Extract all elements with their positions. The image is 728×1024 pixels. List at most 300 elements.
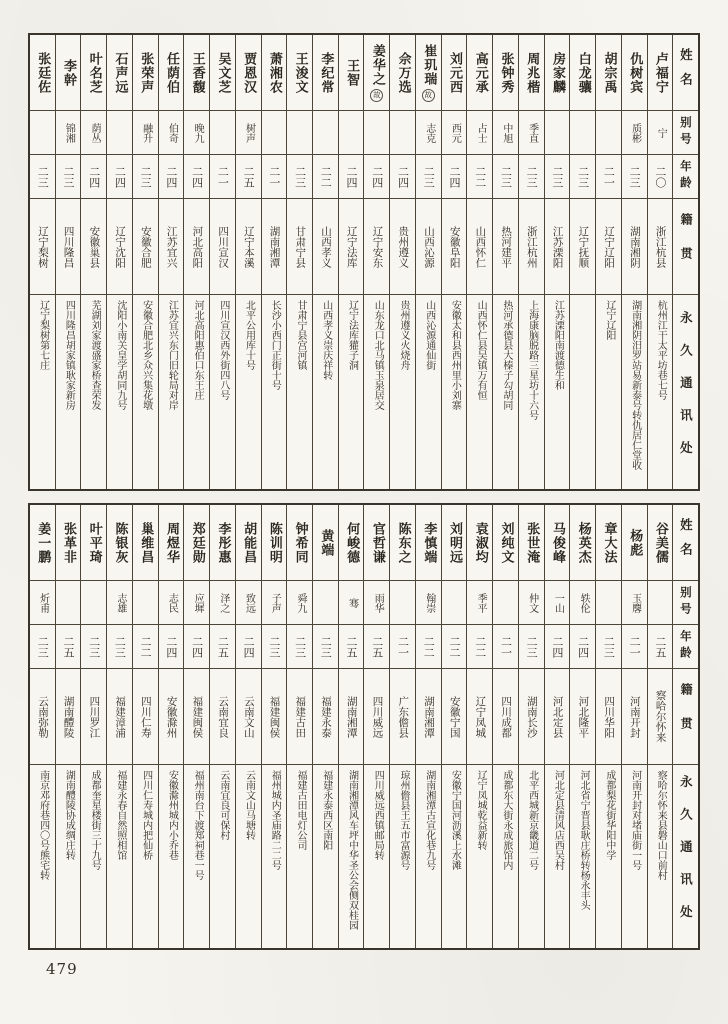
person-age: 二一 <box>262 155 287 199</box>
person-alias: 占士 <box>467 111 492 155</box>
person-column <box>30 505 55 948</box>
header-age: 年龄 <box>673 625 698 669</box>
person-column <box>518 35 544 489</box>
person-age: 二四 <box>236 625 261 669</box>
person-native-place: 云南文山 <box>236 669 261 765</box>
person-address: 甘肃宁县宫河镇 <box>295 300 307 370</box>
person-name: 白龙骧 <box>570 35 595 111</box>
person-age: 二三 <box>107 625 132 669</box>
person-alias: 西元 <box>442 111 467 155</box>
person-age: 二二 <box>416 625 441 669</box>
person-column <box>363 35 389 489</box>
person-name: 李慎端 <box>416 505 441 581</box>
person-native-place: 湖南湘阴 <box>622 199 647 295</box>
person-age: 二二 <box>313 155 338 199</box>
person-native-place: 湖南醴陵 <box>56 669 81 765</box>
person-alias: 骞 <box>339 581 364 625</box>
person-column <box>55 35 81 489</box>
directory-table-top <box>28 33 700 491</box>
person-name: 何峻德 <box>339 505 364 581</box>
person-name: 陈银灰 <box>107 505 132 581</box>
person-column <box>158 505 184 948</box>
person-age: 二三 <box>81 625 106 669</box>
person-age: 二五 <box>364 625 389 669</box>
person-address: 长沙小西门正街十号 <box>269 300 281 390</box>
person-column <box>158 35 184 489</box>
person-address: 山西孝义崇庆祥转 <box>320 300 332 380</box>
person-age: 二一 <box>390 625 415 669</box>
person-column <box>544 35 570 489</box>
person-name: 卢福宁 <box>648 35 673 111</box>
person-alias: 志雄 <box>107 581 132 625</box>
person-age: 二四 <box>184 625 209 669</box>
header-native-place: 籍贯 <box>673 669 698 765</box>
person-alias <box>596 111 621 155</box>
person-address: 河南开封对堵庙街一号 <box>629 770 641 870</box>
header-name: 姓名 <box>673 35 698 111</box>
person-column <box>595 505 621 948</box>
person-column <box>106 505 132 948</box>
person-alias: 伯奇 <box>159 111 184 155</box>
person-age: 二四 <box>339 155 364 199</box>
person-age: 二三 <box>493 155 518 199</box>
person-column <box>647 505 673 948</box>
person-age: 二〇 <box>648 155 673 199</box>
person-column <box>338 35 364 489</box>
person-column <box>183 505 209 948</box>
person-address: 安徽太和县西州里小刘寨 <box>449 300 461 410</box>
person-column <box>209 505 235 948</box>
person-address: 四川仁寿城内把仙桥 <box>140 770 152 860</box>
person-native-place: 四川成都 <box>493 669 518 765</box>
person-name: 杨彪 <box>622 505 647 581</box>
person-age: 二四 <box>545 625 570 669</box>
person-age: 二四 <box>442 155 467 199</box>
person-address: 南京邓府巷四〇号熊宅转 <box>37 770 49 880</box>
person-column <box>518 505 544 948</box>
person-native-place: 辽宁辽阳 <box>596 199 621 295</box>
person-age: 二三 <box>622 155 647 199</box>
person-alias <box>287 111 312 155</box>
person-column <box>647 35 673 489</box>
person-alias <box>339 111 364 155</box>
person-native-place: 福建漳浦 <box>107 669 132 765</box>
person-column <box>80 505 106 948</box>
person-name: 叶平琦 <box>81 505 106 581</box>
person-alias <box>570 111 595 155</box>
person-name: 章大法 <box>596 505 621 581</box>
person-address: 福建永春自然照相馆 <box>114 770 126 860</box>
person-native-place: 四川隆昌 <box>56 199 81 295</box>
person-alias: 仲文 <box>519 581 544 625</box>
person-native-place: 广东儋县 <box>390 669 415 765</box>
person-address: 湖南湘阴汨罗站易新泰号转仇居仁堂收 <box>629 300 641 470</box>
person-name: 周煜华 <box>159 505 184 581</box>
person-address: 安徽滁州城内小乔巷 <box>166 770 178 860</box>
person-address <box>570 295 595 489</box>
person-name: 佘万选 <box>390 35 415 111</box>
person-column <box>415 35 441 489</box>
person-address: 成都奎星楼街三十九号 <box>89 770 101 870</box>
person-name: 张廷佐 <box>30 35 55 111</box>
person-age: 二一 <box>210 155 235 199</box>
person-name: 高元承 <box>467 35 492 111</box>
person-alias <box>262 111 287 155</box>
person-alias <box>596 581 621 625</box>
person-native-place: 湖南湘潭 <box>262 199 287 295</box>
person-column <box>441 35 467 489</box>
header-alias: 别号 <box>673 581 698 625</box>
person-alias: 子声 <box>262 581 287 625</box>
person-column <box>106 35 132 489</box>
person-column <box>595 35 621 489</box>
person-name: 杨英杰 <box>570 505 595 581</box>
person-column <box>286 35 312 489</box>
person-address: 安徽合肥北乡众兴集花墩 <box>140 300 152 410</box>
person-age: 二三 <box>416 155 441 199</box>
person-column <box>132 505 158 948</box>
person-address: 江苏溧阳南渡德生和 <box>552 300 564 390</box>
person-native-place: 福建闽侯 <box>262 669 287 765</box>
person-column <box>30 35 55 489</box>
person-name: 姜一鹏 <box>30 505 55 581</box>
person-column <box>569 35 595 489</box>
person-age: 二四 <box>570 625 595 669</box>
person-alias: 质彬 <box>622 111 647 155</box>
person-alias <box>390 581 415 625</box>
person-age: 二三 <box>262 625 287 669</box>
person-address: 贵州遵义火烧舟 <box>397 300 409 370</box>
person-native-place: 湖南长沙 <box>519 669 544 765</box>
person-address: 湖南湘潭古宣化巷九号 <box>423 770 435 870</box>
person-address: 四川隆昌胡家镇耿家新房 <box>63 300 75 410</box>
person-name: 王浚文 <box>287 35 312 111</box>
person-native-place: 四川仁寿 <box>133 669 158 765</box>
person-alias <box>107 111 132 155</box>
person-native-place: 云南宜良 <box>210 669 235 765</box>
person-age: 二三 <box>545 155 570 199</box>
person-column <box>621 505 647 948</box>
person-age: 二二 <box>442 625 467 669</box>
person-native-place: 察哈尔怀来 <box>648 669 673 765</box>
person-address: 四川威远西镇邮局转 <box>372 770 384 860</box>
person-native-place: 山西孝义 <box>313 199 338 295</box>
person-address: 福建永泰西区南阳 <box>320 770 332 850</box>
person-alias: 宁 <box>648 111 673 155</box>
person-alias: 致远 <box>236 581 261 625</box>
person-native-place: 江苏宜兴 <box>159 199 184 295</box>
row-header-column <box>672 35 698 489</box>
person-column <box>492 505 518 948</box>
person-native-place: 安徽合肥 <box>133 199 158 295</box>
person-alias <box>56 581 81 625</box>
person-alias <box>545 111 570 155</box>
person-name: 张革非 <box>56 505 81 581</box>
person-native-place: 浙江杭县 <box>648 199 673 295</box>
person-alias <box>390 111 415 155</box>
person-age: 二三 <box>30 155 55 199</box>
person-age: 二三 <box>519 155 544 199</box>
person-name: 王香馥 <box>184 35 209 111</box>
person-alias: 炘甫 <box>30 581 55 625</box>
person-native-place: 辽宁本溪 <box>236 199 261 295</box>
header-native-place: 籍贯 <box>673 199 698 295</box>
person-native-place: 湖南湘潭 <box>339 669 364 765</box>
person-column <box>363 505 389 948</box>
person-age: 二三 <box>287 155 312 199</box>
person-native-place: 辽宁凤城 <box>467 669 492 765</box>
person-column <box>569 505 595 948</box>
person-native-place: 贵州遵义 <box>390 199 415 295</box>
person-name: 张荣声 <box>133 35 158 111</box>
person-address: 成都东大街永成旅馆内 <box>500 770 512 870</box>
person-alias <box>133 581 158 625</box>
person-name: 李纪常 <box>313 35 338 111</box>
person-column <box>544 505 570 948</box>
person-column <box>621 35 647 489</box>
person-alias <box>493 581 518 625</box>
header-alias: 别号 <box>673 111 698 155</box>
person-name: 任荫伯 <box>159 35 184 111</box>
person-age: 二一 <box>596 155 621 199</box>
person-name: 周兆楷 <box>519 35 544 111</box>
person-name: 李幹 <box>56 35 81 111</box>
person-column <box>235 35 261 489</box>
person-alias <box>648 581 673 625</box>
person-native-place: 甘肃宁县 <box>287 199 312 295</box>
person-column <box>55 505 81 948</box>
person-name: 崔玑瑞 故 <box>416 35 441 111</box>
person-native-place: 福建古田 <box>287 669 312 765</box>
person-age: 二五 <box>56 625 81 669</box>
person-native-place: 安徽巢县 <box>81 199 106 295</box>
person-address: 上海康脑脱路三星坊十六号 <box>526 300 538 420</box>
person-column <box>338 505 364 948</box>
person-native-place: 辽宁法库 <box>339 199 364 295</box>
person-age: 二四 <box>159 625 184 669</box>
person-age: 二五 <box>210 625 235 669</box>
page-number: 479 <box>46 960 78 978</box>
person-column <box>312 505 338 948</box>
person-alias: 玉麐 <box>622 581 647 625</box>
person-alias <box>81 581 106 625</box>
person-address: 湖南醴陵协成绸庄转 <box>63 770 75 860</box>
person-name: 张钟秀 <box>493 35 518 111</box>
header-name: 姓名 <box>673 505 698 581</box>
person-alias: 季平 <box>467 581 492 625</box>
person-name: 刘元西 <box>442 35 467 111</box>
person-column <box>183 35 209 489</box>
person-alias <box>210 111 235 155</box>
person-native-place: 四川华阳 <box>596 669 621 765</box>
person-address: 山西沁源通仙街 <box>423 300 435 370</box>
person-age: 二五 <box>236 155 261 199</box>
person-column <box>261 505 287 948</box>
person-address: 热河承德县大榛子勾胡同 <box>500 300 512 410</box>
person-column <box>235 505 261 948</box>
person-address: 安徽宁国河沥溪上水滩 <box>449 770 461 870</box>
person-address: 辽宁辽阳 <box>603 300 615 340</box>
person-native-place: 辽宁沈阳 <box>107 199 132 295</box>
person-native-place: 福建永泰 <box>313 669 338 765</box>
person-address: 云南文山马塘转 <box>243 770 255 840</box>
header-address: 永久通讯处 <box>678 310 694 474</box>
person-address: 湖南湘潭风车坪中华圣公会侧双桂园 <box>346 770 358 930</box>
person-age: 二三 <box>133 155 158 199</box>
person-name: 黄端 <box>313 505 338 581</box>
person-address: 河北定县清风店西吴村 <box>552 770 564 870</box>
person-alias: 志民 <box>159 581 184 625</box>
person-alias <box>313 581 338 625</box>
person-age: 二三 <box>519 625 544 669</box>
header-address: 永久通讯处 <box>678 775 694 938</box>
person-address: 江苏宜兴东门旧轮局对岸 <box>166 300 178 410</box>
person-name: 张世淹 <box>519 505 544 581</box>
person-name: 萧湘农 <box>262 35 287 111</box>
person-name: 刘纯文 <box>493 505 518 581</box>
person-native-place: 山西沁源 <box>416 199 441 295</box>
person-age: 二三 <box>30 625 55 669</box>
person-age: 二四 <box>390 155 415 199</box>
directory-table-bottom <box>28 503 700 950</box>
person-age: 二四 <box>81 155 106 199</box>
person-alias: 泽之 <box>210 581 235 625</box>
person-age: 二四 <box>159 155 184 199</box>
person-column <box>389 35 415 489</box>
person-column <box>389 505 415 948</box>
person-native-place: 河北高阳 <box>184 199 209 295</box>
person-alias: 锦湘 <box>56 111 81 155</box>
person-name: 谷美儒 <box>648 505 673 581</box>
person-name: 陈训明 <box>262 505 287 581</box>
row-header-column <box>672 505 698 948</box>
person-age: 二三 <box>313 625 338 669</box>
person-column <box>80 35 106 489</box>
person-address: 河北高阳惠伯口东王庄 <box>192 300 204 400</box>
person-column <box>286 505 312 948</box>
person-age: 二四 <box>184 155 209 199</box>
person-alias: 应墀 <box>184 581 209 625</box>
person-native-place: 河南开封 <box>622 669 647 765</box>
deceased-mark: 故 <box>370 89 383 102</box>
person-address: 琼州儋县王五市富源号 <box>397 770 409 870</box>
person-address: 成都梨花街华阳中学 <box>603 770 615 860</box>
person-column <box>209 35 235 489</box>
person-name: 石声远 <box>107 35 132 111</box>
person-native-place: 四川罗江 <box>81 669 106 765</box>
person-column <box>492 35 518 489</box>
person-alias: 雨华 <box>364 581 389 625</box>
person-column <box>312 35 338 489</box>
deceased-mark: 故 <box>422 89 435 102</box>
person-alias: 晚九 <box>184 111 209 155</box>
person-name: 刘明远 <box>442 505 467 581</box>
person-address: 芜湖刘家渡盛家桥查荣发 <box>89 300 101 410</box>
person-age: 二五 <box>339 625 364 669</box>
person-alias: 轶伦 <box>570 581 595 625</box>
person-native-place: 云南弥勒 <box>30 669 55 765</box>
person-column <box>441 505 467 948</box>
person-name: 房家麟 <box>545 35 570 111</box>
person-name: 胡宗禹 <box>596 35 621 111</box>
person-native-place: 浙江杭州 <box>519 199 544 295</box>
person-name: 郑廷勋 <box>184 505 209 581</box>
person-native-place: 山西怀仁 <box>467 199 492 295</box>
person-age: 二一 <box>622 625 647 669</box>
person-name: 陈东之 <box>390 505 415 581</box>
person-column <box>132 35 158 489</box>
person-address: 察哈尔怀来县磐山口前村 <box>655 770 667 880</box>
person-age: 二二 <box>133 625 158 669</box>
person-address: 河北省宁晋县耿庄桥转杨永丰头 <box>578 770 590 910</box>
person-name: 叶名芝 <box>81 35 106 111</box>
person-age: 二三 <box>56 155 81 199</box>
person-age: 二五 <box>648 625 673 669</box>
person-address: 四川宣汉西外街四八号 <box>217 300 229 400</box>
person-name: 钟希同 <box>287 505 312 581</box>
person-alias: 季直 <box>519 111 544 155</box>
person-age: 二二 <box>467 625 492 669</box>
person-name: 官哲谦 <box>364 505 389 581</box>
person-name: 吴文芝 <box>210 35 235 111</box>
person-native-place: 河北定县 <box>545 669 570 765</box>
person-column <box>466 505 492 948</box>
person-native-place: 安徽滁州 <box>159 669 184 765</box>
person-age: 二三 <box>287 625 312 669</box>
person-name: 胡能昌 <box>236 505 261 581</box>
person-native-place: 辽宁安东 <box>364 199 389 295</box>
person-alias: 翰崇 <box>416 581 441 625</box>
person-name: 李彤惠 <box>210 505 235 581</box>
person-native-place: 四川宣汉 <box>210 199 235 295</box>
person-address: 杭州江干太平坊巷七号 <box>655 300 667 400</box>
person-native-place: 江苏溧阳 <box>545 199 570 295</box>
person-address: 福州城内圣庙路二二号 <box>269 770 281 870</box>
person-alias <box>442 581 467 625</box>
person-alias <box>313 111 338 155</box>
person-alias: 荫丛 <box>81 111 106 155</box>
person-address: 沈阳小南关皇学胡同九号 <box>114 300 126 410</box>
person-native-place: 安徽宁国 <box>442 669 467 765</box>
person-alias: 舜九 <box>287 581 312 625</box>
person-native-place: 辽宁梨树 <box>30 199 55 295</box>
person-address: 辽宁梨树第七庄 <box>37 300 49 370</box>
person-address: 福建古田电灯公司 <box>295 770 307 850</box>
person-name: 仇树宾 <box>622 35 647 111</box>
person-native-place: 福建闽侯 <box>184 669 209 765</box>
person-age: 二一 <box>493 625 518 669</box>
person-name: 贾恩汉 <box>236 35 261 111</box>
person-age: 二四 <box>107 155 132 199</box>
person-native-place: 河北隆平 <box>570 669 595 765</box>
person-native-place: 热河建平 <box>493 199 518 295</box>
person-name: 姜华之 故 <box>364 35 389 111</box>
person-age: 二二 <box>467 155 492 199</box>
person-native-place: 湖南湘潭 <box>416 669 441 765</box>
person-native-place: 安徽阜阳 <box>442 199 467 295</box>
person-age: 二四 <box>364 155 389 199</box>
person-address: 辽宁凤城乾益新转 <box>475 770 487 850</box>
person-address: 云南宜良可保村 <box>217 770 229 840</box>
person-address: 山西怀仁县吴镇万有恒 <box>475 300 487 400</box>
person-age: 二三 <box>596 625 621 669</box>
person-column <box>415 505 441 948</box>
person-native-place: 辽宁抚顺 <box>570 199 595 295</box>
person-alias: 树声 <box>236 111 261 155</box>
person-alias: 融升 <box>133 111 158 155</box>
person-alias: 中旭 <box>493 111 518 155</box>
person-address: 北平西城新京畿道二号 <box>526 770 538 870</box>
